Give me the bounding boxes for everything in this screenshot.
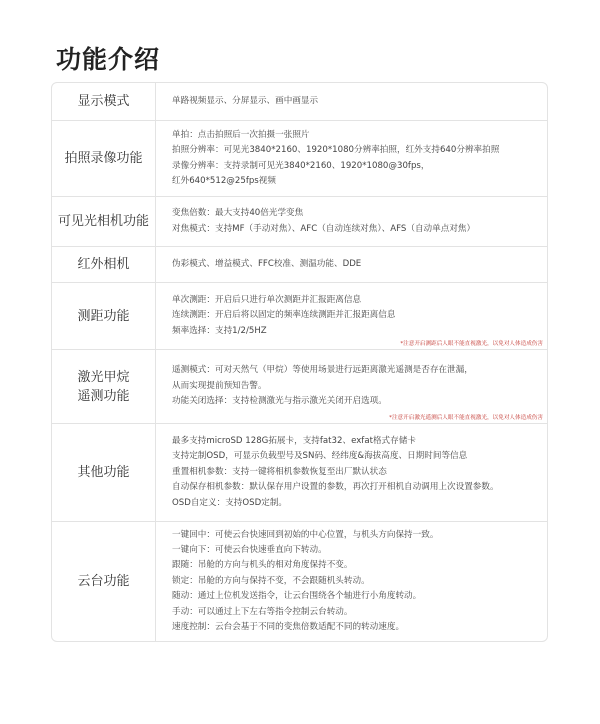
spec-line: 红外640*512@25fps视频 bbox=[172, 175, 276, 186]
spec-line: 一键回中：可使云台快速回到初始的中心位置，与机头方向保持一致。 bbox=[172, 529, 439, 540]
spec-line: 自动保存相机参数：默认保存用户设置的参数，再次打开相机自动调用上次设置参数。 bbox=[172, 482, 499, 493]
table-row-methane-detection bbox=[52, 349, 547, 423]
spec-line: 功能关闭选择：支持检测激光与指示激光关闭开启选项。 bbox=[172, 396, 387, 407]
laser-warning-note: *注意开启激光遥测后人眼不能直视激光，以免对人体造成伤害 bbox=[389, 415, 543, 421]
table-row-other-functions bbox=[52, 423, 547, 521]
spec-line: 支持定制OSD，可显示负载型号及SN码、经纬度&海拔高度、日期时间等信息 bbox=[172, 451, 468, 462]
page-title: 功能介绍 bbox=[56, 45, 161, 74]
row-content bbox=[156, 121, 547, 196]
row-content bbox=[156, 283, 547, 349]
row-label: 拍照录像功能 bbox=[52, 121, 156, 196]
spec-line: 变焦倍数：最大支持40倍光学变焦 bbox=[172, 208, 304, 219]
spec-line: 拍照分辨率：可见光3840*2160、1920*1080分辨率拍照，红外支持640分辨率拍照 bbox=[172, 145, 500, 156]
spec-line: 对焦模式：支持MF（手动对焦）、AFC（自动连续对焦）、AFS（自动单点对焦） bbox=[172, 223, 476, 234]
table-row-infrared-camera bbox=[52, 246, 547, 282]
spec-line: 一键向下：可使云台快速垂直向下转动。 bbox=[172, 544, 327, 555]
row-label: 云台功能 bbox=[52, 522, 156, 641]
table-row-gimbal bbox=[52, 521, 547, 641]
spec-line: 频率选择：支持1/2/5HZ bbox=[172, 325, 267, 336]
row-label: 激光甲烷 遥测功能 bbox=[52, 350, 156, 423]
table-row-photo-video bbox=[52, 120, 547, 196]
spec-line: 遥测模式：可对天然气（甲烷）等使用场景进行远距离激光遥测是否存在泄漏， bbox=[172, 365, 473, 376]
laser-warning-note: *注意开启测距后人眼不能直视激光，以免对人体造成伤害 bbox=[400, 341, 543, 347]
spec-line: 锁定：吊舱的方向与保持不变，不会跟随机头转动。 bbox=[172, 575, 370, 586]
spec-line: 伪彩模式、增益模式、FFC校准、测温功能、DDE bbox=[172, 258, 362, 269]
spec-line: 重置相机参数：支持一键将相机参数恢复至出厂默认状态 bbox=[172, 466, 387, 477]
row-content bbox=[156, 522, 547, 641]
row-content bbox=[156, 424, 547, 521]
spec-line: 连续测距：开启后将以固定的频率连续测距并汇报距离信息 bbox=[172, 310, 396, 321]
spec-line: 手动：可以通过上下左右等指令控制云台转动。 bbox=[172, 606, 353, 617]
row-label: 可见光相机功能 bbox=[52, 197, 156, 246]
row-content bbox=[156, 350, 547, 423]
spec-line: 随动：通过上位机发送指令，让云台围绕各个轴进行小角度转动。 bbox=[172, 591, 422, 602]
spec-line: 单拍：点击拍照后一次拍摄一张照片 bbox=[172, 129, 310, 140]
row-content bbox=[156, 247, 547, 282]
spec-line: 跟随：吊舱的方向与机头的相对角度保持不变。 bbox=[172, 560, 353, 571]
row-label: 其他功能 bbox=[52, 424, 156, 521]
spec-line: 录像分辨率：支持录制可见光3840*2160、1920*1080@30fps， bbox=[172, 160, 430, 171]
row-content bbox=[156, 197, 547, 246]
spec-line: 速度控制：云台会基于不同的变焦倍数适配不同的转动速度。 bbox=[172, 622, 405, 633]
spec-line: 单次测距：开启后只进行单次测距并汇报距离信息 bbox=[172, 294, 362, 305]
table-row-ranging bbox=[52, 282, 547, 349]
spec-line: 最多支持microSD 128G拓展卡，支持fat32、exfat格式存储卡 bbox=[172, 435, 416, 446]
feature-table bbox=[51, 82, 548, 642]
spec-line: OSD自定义：支持OSD定制。 bbox=[172, 497, 288, 508]
table-row-display-mode bbox=[52, 83, 547, 120]
row-label: 测距功能 bbox=[52, 283, 156, 349]
row-label: 显示模式 bbox=[52, 83, 156, 120]
spec-line: 单路视频显示、分屏显示、画中画显示 bbox=[172, 95, 319, 106]
row-label: 红外相机 bbox=[52, 247, 156, 282]
spec-line: 从而实现提前预知告警。 bbox=[172, 380, 267, 391]
table-row-visible-camera bbox=[52, 196, 547, 246]
row-content bbox=[156, 83, 547, 120]
